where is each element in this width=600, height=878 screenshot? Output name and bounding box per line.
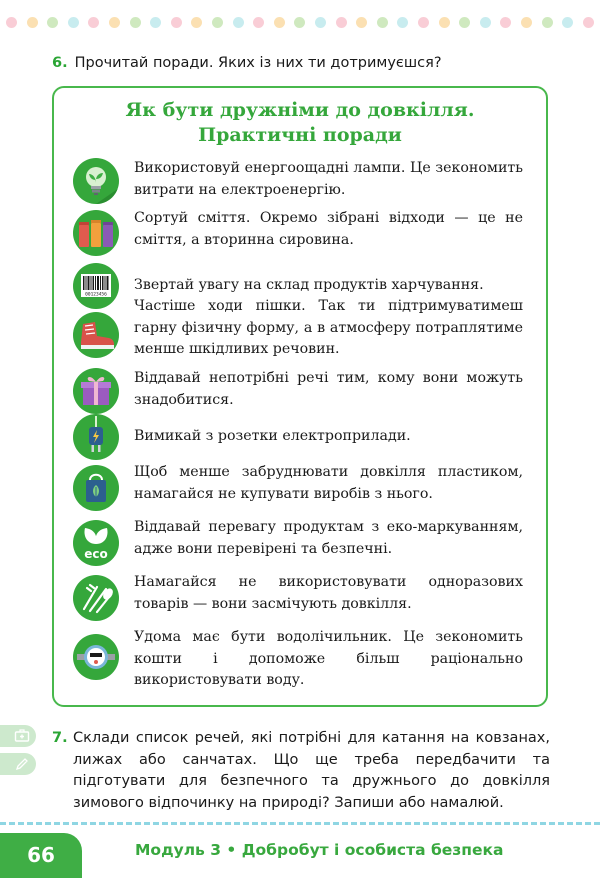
decorative-dot bbox=[171, 17, 182, 28]
page-number: 66 bbox=[27, 843, 55, 867]
task-7-text: Склади список речей, які потрібні для катання на ковзанах, лижах або санчатах. Що ще треба передбачити та підготувати для безпечного та дружнього до довкілля зимового відпочинку на природі? Запиши або намалюй. bbox=[73, 730, 550, 811]
decorative-dot bbox=[459, 17, 470, 28]
decorative-dot bbox=[521, 17, 532, 28]
task-6-text: Прочитай поради. Яких із них ти дотримуєшся? bbox=[74, 55, 442, 71]
tips-title-line-2: Практичні поради bbox=[198, 124, 402, 146]
tip-text: Щоб менше забруднювати довкілля пластиком, намагайся не купувати виробів з нього. bbox=[134, 464, 523, 502]
tip-text: Частіше ходи пішки. Так ти підтримуватимеш гарну фізичну форму, а в атмосферу потраплятиме менше шкідливих речовин. bbox=[134, 298, 523, 357]
tip-text: Використовуй енергоощадні лампи. Це зекономить витрати на електроенергію. bbox=[134, 160, 523, 198]
tips-box bbox=[52, 86, 548, 707]
decorative-dot bbox=[47, 17, 58, 28]
decorative-dot bbox=[356, 17, 367, 28]
tips-title bbox=[54, 98, 546, 148]
decorative-dot bbox=[397, 17, 408, 28]
recycle-bins-icon bbox=[73, 210, 119, 256]
decorative-dot bbox=[109, 17, 120, 28]
decorative-dot bbox=[212, 17, 223, 28]
task-7 bbox=[52, 728, 550, 814]
decorative-dot bbox=[315, 17, 326, 28]
power-plug-icon bbox=[73, 414, 119, 460]
decorative-dot bbox=[500, 17, 511, 28]
decorative-dot bbox=[418, 17, 429, 28]
decorative-dot bbox=[130, 17, 141, 28]
decorative-dot bbox=[377, 17, 388, 28]
task-7-number: 7. bbox=[52, 730, 68, 746]
decorative-dot bbox=[480, 17, 491, 28]
decorative-dot bbox=[27, 17, 38, 28]
decorative-dot bbox=[191, 17, 202, 28]
task-6-number: 6. bbox=[52, 55, 68, 71]
light-bulb-plant-icon bbox=[73, 158, 119, 204]
pencil-tab bbox=[0, 753, 36, 775]
decorative-dot bbox=[439, 17, 450, 28]
decorative-dot bbox=[294, 17, 305, 28]
decorative-dot bbox=[274, 17, 285, 28]
decorative-dot bbox=[542, 17, 553, 28]
decorative-dot bbox=[233, 17, 244, 28]
tip-text: Удома має бути водолічильник. Це зекономить кошти і допоможе більш раціонально використовувати воду. bbox=[134, 629, 523, 688]
task-6 bbox=[52, 53, 572, 73]
tip-text: Намагайся не використовувати одноразових товарів — вони засмічують довкілля. bbox=[134, 574, 523, 612]
first-aid-kit-icon bbox=[14, 728, 30, 744]
disposable-cutlery-icon bbox=[73, 575, 119, 621]
tip-text: Вимикай з розетки електроприлади. bbox=[134, 428, 411, 444]
decorative-dot bbox=[253, 17, 264, 28]
decorative-dot bbox=[336, 17, 347, 28]
tip-text: Сортуй сміття. Окремо зібрані відходи — це не сміття, а вторинна сировина. bbox=[134, 210, 523, 248]
footer-module-title: Модуль 3 • Добробут і особиста безпека bbox=[135, 841, 504, 859]
tips-title-line-1: Як бути дружніми до довкілля. bbox=[125, 99, 475, 121]
barcode-digits: 00123456 bbox=[85, 292, 107, 298]
gift-box-icon bbox=[73, 368, 119, 414]
decorative-dots-row bbox=[6, 17, 596, 31]
decorative-dot bbox=[150, 17, 161, 28]
decorative-dot bbox=[6, 17, 17, 28]
sneaker-icon bbox=[73, 312, 119, 358]
decorative-dot bbox=[562, 17, 573, 28]
page-number-tab bbox=[0, 833, 82, 878]
pencil-icon bbox=[14, 756, 30, 772]
decorative-dot bbox=[583, 17, 594, 28]
footer-divider bbox=[0, 822, 600, 825]
svg-text:eco: eco bbox=[84, 547, 108, 561]
decorative-dot bbox=[68, 17, 79, 28]
tip-text: Віддавай непотрібні речі тим, кому вони можуть знадобитися. bbox=[134, 370, 523, 408]
eco-label-icon bbox=[73, 520, 119, 566]
first-aid-kit-tab bbox=[0, 725, 36, 747]
tip-text: Віддавай перевагу продуктам з еко-маркуванням, адже вони перевірені та безпечні. bbox=[134, 519, 523, 557]
barcode-icon bbox=[73, 263, 119, 309]
tip-text: Звертай увагу на склад продуктів харчування. bbox=[134, 277, 484, 293]
eco-bag-icon bbox=[73, 465, 119, 511]
decorative-dot bbox=[88, 17, 99, 28]
water-meter-icon bbox=[73, 634, 119, 680]
